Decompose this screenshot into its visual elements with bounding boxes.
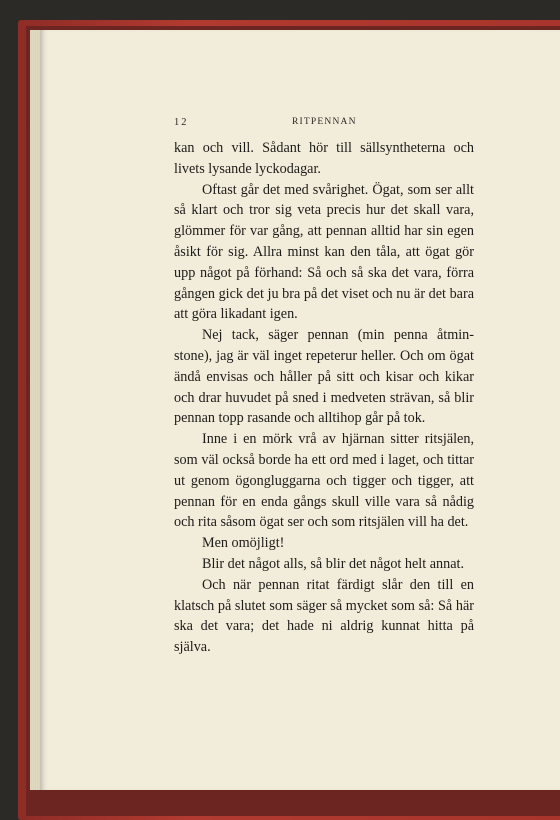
paragraph: Och när pennan ritat färdigt slår den till en klatsch på slutet som säger så mycket som så: Så här ska det vara; det hade ni aldrig kunnat hitta på själva.: [174, 576, 474, 656]
paragraph: Blir det något alls, så blir det något helt annat.: [202, 555, 465, 572]
running-title: RITPENNAN: [292, 117, 357, 127]
paragraph: Nej tack, säger pennan (min penna åtmin-stone), jag är väl inget repeterur heller. Och om ögat ändå envisas och håller på sitt och kisar och kikar och drar huvudet på sned i medveten strävan, så blir pennan topp rasande och alltihop går på tok.: [174, 327, 474, 427]
body-text: [174, 138, 474, 658]
paragraph: Oftast går det med svårighet. Ögat, som ser allt så klart och tror sig veta precis hur det skall vara, glömmer för var gång, att pennan alltid har sin egen åsikt för sig. Allra minst kan den tåla, att ögat gör upp något på förhand: Så och så ska det vara, förra gången gick det ju bra på det viset och nu är det bara att göra likadant igen.: [174, 181, 474, 323]
page-number: 12: [174, 117, 189, 128]
paragraph: kan och vill. Sådant hör till sällsyntheterna och livets lysande lyckodagar.: [174, 140, 474, 177]
paragraph: Men omöjligt!: [202, 535, 285, 552]
paragraph: Inne i en mörk vrå av hjärnan sitter ritsjälen, som väl också borde ha ett ord med i laget, och tittar ut genom ögongluggarna och tigger och tigger, att pennan för en enda gångs skull ville vara så nådig och rita såsom ögat ser och som ritsjälen vill ha det.: [174, 431, 474, 531]
page-header: [174, 117, 474, 131]
